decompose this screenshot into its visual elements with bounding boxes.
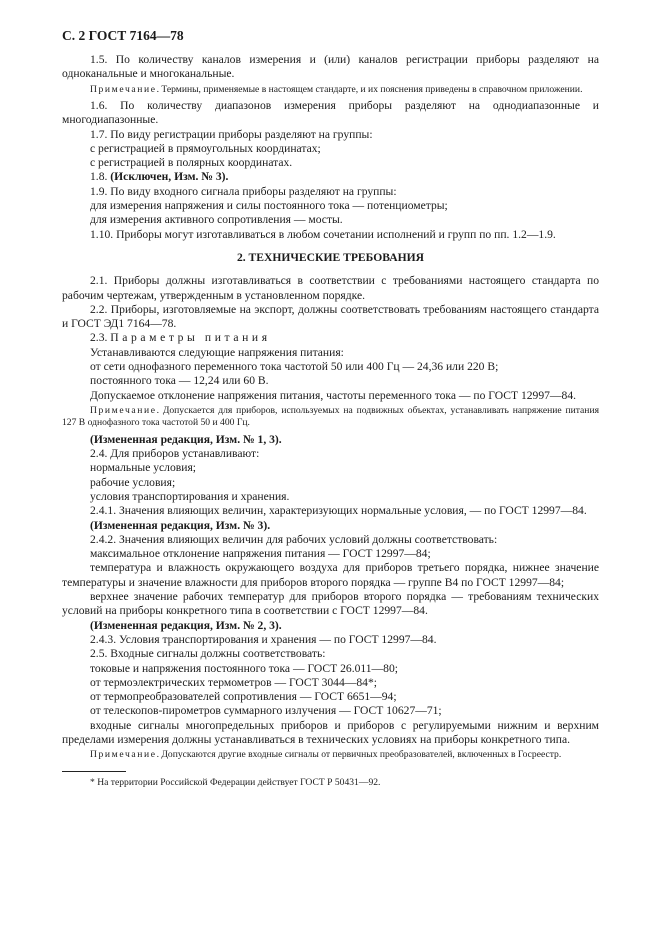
clause-1-6: 1.6. По количеству диапазонов измерения приборы разделяют на однодиапазонные и многодиапазонные. xyxy=(62,99,599,127)
clause-2-5-item-a: токовые и напряжения постоянного тока — ГОСТ 26.011—80; xyxy=(90,661,398,675)
clause-2-5: 2.5. Входные сигналы должны соответствовать: xyxy=(90,647,326,661)
footnote-divider xyxy=(62,771,126,772)
section-2-title: 2. ТЕХНИЧЕСКИЕ ТРЕБОВАНИЯ xyxy=(236,250,425,264)
note-2: Примечание. Допускается для приборов, используемых на подвижных объектах, устанавливать напряжение питания 127 В однофазного тока частотой 50 и 400 Гц. xyxy=(62,404,599,429)
clause-1-8: 1.8. (Исключен, Изм. № 3). xyxy=(90,170,229,184)
clause-2-3-text-a: Устанавливаются следующие напряжения питания: xyxy=(90,345,344,359)
footnote: * На территории Российской Федерации действует ГОСТ Р 50431—92. xyxy=(90,776,381,788)
revision-mark-3: (Измененная редакция, Изм. № 2, 3). xyxy=(90,618,282,632)
clause-2-4: 2.4. Для приборов устанавливают: xyxy=(90,447,260,461)
clause-2-2: 2.2. Приборы, изготовляемые на экспорт, должны соответствовать требованиям настоящего стандарта и ГОСТ ЭД1 7164—78. xyxy=(62,302,599,331)
note-1: Примечание. Термины, применяемые в настоящем стандарте, и их пояснения приведены в справочном приложении. xyxy=(90,83,583,95)
clause-1-10: 1.10. Приборы могут изготавливаться в любом сочетании исполнений и групп по пп. 1.2—1.9. xyxy=(90,227,556,241)
clause-2-1: 2.1. Приборы должны изготавливаться в соответствии с требованиями настоящего стандарта по рабочим чертежам, утвержденным в установленном порядке. xyxy=(62,274,599,302)
clause-2-3-text-b: от сети однофазного переменного тока частотой 50 или 400 Гц — 24,36 или 220 В; xyxy=(90,360,499,374)
clause-2-5-item-d: от телескопов-пирометров суммарного излучения — ГОСТ 10627—71; xyxy=(90,704,442,718)
clause-2-4-item-c: условия транспортирования и хранения. xyxy=(90,489,290,503)
page-header: С. 2 ГОСТ 7164—78 xyxy=(62,28,184,43)
clause-2-4-1: 2.4.1. Значения влияющих величин, характеризующих нормальные условия, — по ГОСТ 12997—84. xyxy=(90,504,587,518)
clause-2-5-item-e: входные сигналы многопредельных приборов и приборов с регулируемыми нижним и верхним пределами измерения должны устанавливаться в технических условиях на приборы конкретного типа. xyxy=(62,718,599,746)
clause-2-5-item-c: от термопреобразователей сопротивления — ГОСТ 6651—94; xyxy=(90,690,397,704)
clause-1-7: 1.7. По виду регистрации приборы разделяют на группы: xyxy=(90,127,373,141)
clause-2-3-title: Параметры питания xyxy=(110,331,271,345)
clause-2-4-2-item-c: верхнее значение рабочих температур для приборов второго порядка — требованиям технических условий на приборы конкретного типа в соответствии с ГОСТ 12997—84. xyxy=(62,590,599,618)
clause-1-7-item-a: с регистрацией в прямоугольных координатах; xyxy=(90,141,321,155)
clause-1-9: 1.9. По виду входного сигнала приборы разделяют на группы: xyxy=(90,184,397,198)
revision-mark-1: (Измененная редакция, Изм. № 1, 3). xyxy=(90,432,282,446)
clause-1-9-item-b: для измерения активного сопротивления — мосты. xyxy=(90,213,343,227)
clause-2-4-2-item-a: максимальное отклонение напряжения питания — ГОСТ 12997—84; xyxy=(90,547,431,561)
clause-2-4-item-b: рабочие условия; xyxy=(90,475,176,489)
excluded-mark: (Исключен, Изм. № 3). xyxy=(110,170,229,184)
clause-2-3-text-c: постоянного тока — 12,24 или 60 В. xyxy=(90,374,269,388)
revision-mark-2: (Измененная редакция, Изм. № 3). xyxy=(90,518,271,532)
clause-2-5-item-b: от термоэлектрических термометров — ГОСТ 3044—84*; xyxy=(90,675,377,689)
clause-2-4-3: 2.4.3. Условия транспортирования и хранения — по ГОСТ 12997—84. xyxy=(90,632,437,646)
note-label: Примечание xyxy=(90,749,157,761)
clause-2-4-item-a: нормальные условия; xyxy=(90,461,196,475)
note-label: Примечание xyxy=(90,404,157,416)
note-3: Примечание. Допускаются другие входные сигналы от первичных преобразователей, включенных в Госреестр. xyxy=(90,749,562,761)
clause-2-4-2-item-b: температура и влажность окружающего воздуха для приборов третьего порядка, нижнее значение температуры и значение влажности для приборов второго порядка — группе В4 по ГОСТ 12997—84; xyxy=(62,561,599,589)
clause-1-9-item-a: для измерения напряжения и силы постоянного тока — потенциометры; xyxy=(90,199,448,213)
clause-2-3-text-d: Допускаемое отклонение напряжения питания, частоты переменного тока — по ГОСТ 12997—84. xyxy=(90,388,577,402)
page-content xyxy=(62,53,599,789)
note-label: Примечание xyxy=(90,83,157,95)
clause-2-4-2: 2.4.2. Значения влияющих величин для рабочих условий должны соответствовать: xyxy=(90,532,498,546)
clause-2-3: 2.3. Параметры питания xyxy=(90,331,271,345)
clause-1-7-item-b: с регистрацией в полярных координатах. xyxy=(90,156,293,170)
clause-1-5: 1.5. По количеству каналов измерения и (или) каналов регистрации приборы разделяют на одноканальные и многоканальные. xyxy=(62,53,599,81)
